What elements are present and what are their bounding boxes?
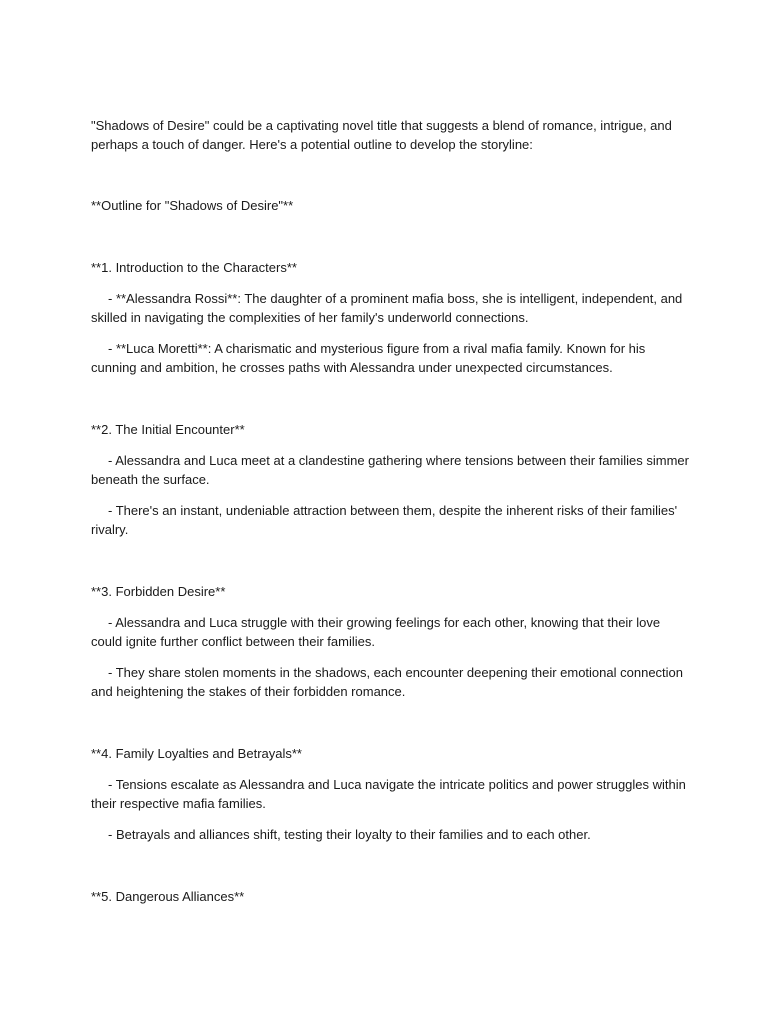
bullet-item (91, 501, 691, 539)
bullet-text: - There's an instant, undeniable attraction between them, despite the inherent risks of their families' rivalry. (91, 503, 678, 537)
bullet-item (91, 775, 691, 813)
outline-section-2 (91, 420, 691, 539)
bullet-text: - They share stolen moments in the shadows, each encounter deepening their emotional connection and heightening the stakes of their forbidden romance. (91, 665, 684, 699)
section-heading: **5. Dangerous Alliances** (91, 889, 245, 904)
bullet-item (91, 339, 691, 377)
intro-paragraph: "Shadows of Desire" could be a captivating novel title that suggests a blend of romance, intrigue, and perhaps a touch of danger. Here's a potential outline to develop the storyline: (91, 118, 672, 152)
bullet-text: - **Luca Moretti**: A charismatic and mysterious figure from a rival mafia family. Known for his cunning and ambition, he crosses paths with Alessandra under unexpected circumstances. (91, 341, 646, 375)
document-body (91, 116, 691, 949)
bullet-text: - Betrayals and alliances shift, testing their loyalty to their families and to each other. (108, 827, 591, 842)
bullet-item (91, 451, 691, 489)
bullet-text: - **Alessandra Rossi**: The daughter of a prominent mafia boss, she is intelligent, independent, and skilled in navigating the complexities of her family's underworld connections. (91, 291, 683, 325)
section-heading: **3. Forbidden Desire** (91, 584, 226, 599)
outline-section-1 (91, 258, 691, 377)
section-heading: **2. The Initial Encounter** (91, 422, 245, 437)
bullet-item (91, 663, 691, 701)
bullet-item (91, 289, 691, 327)
bullet-text: - Tensions escalate as Alessandra and Luca navigate the intricate politics and power struggles within their respective mafia families. (91, 777, 686, 811)
section-heading: **1. Introduction to the Characters** (91, 260, 297, 275)
outline-section-4 (91, 744, 691, 844)
section-heading: **4. Family Loyalties and Betrayals** (91, 746, 302, 761)
outline-section-5 (91, 887, 691, 906)
bullet-item (91, 825, 691, 844)
bullet-item (91, 613, 691, 651)
bullet-text: - Alessandra and Luca struggle with their growing feelings for each other, knowing that their love could ignite further conflict between their families. (91, 615, 661, 649)
bullet-text: - Alessandra and Luca meet at a clandestine gathering where tensions between their families simmer beneath the surface. (91, 453, 689, 487)
outline-section-3 (91, 582, 691, 701)
outline-title: **Outline for "Shadows of Desire"** (91, 198, 294, 213)
